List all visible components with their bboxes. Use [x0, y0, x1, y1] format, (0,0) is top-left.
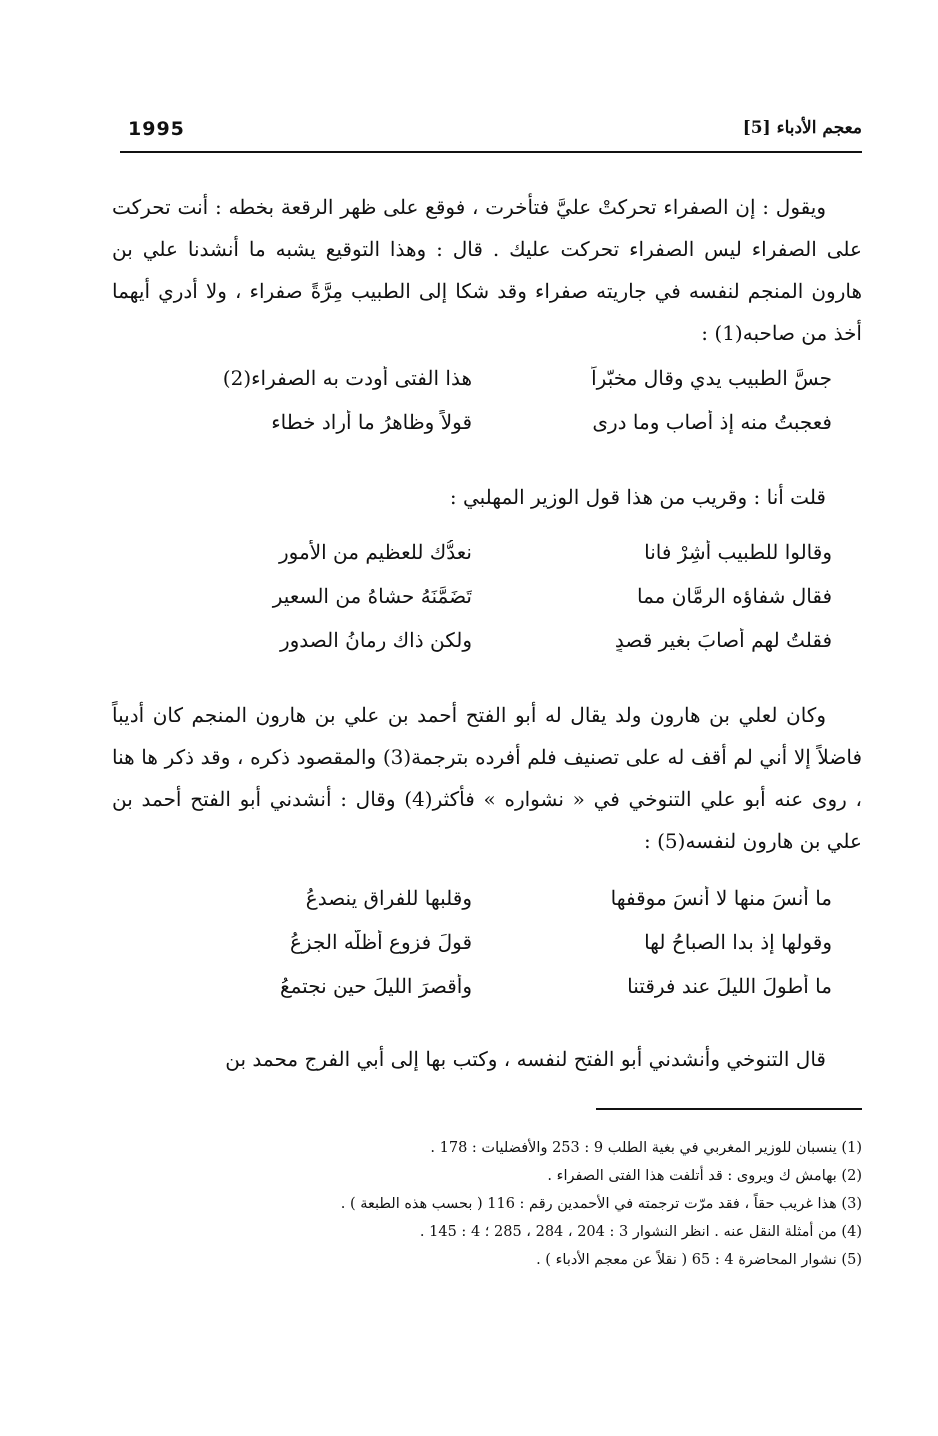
verse-line	[120, 930, 862, 974]
verse-second-hemistich: قولاً وظاهرُ ما أراد خطاء	[271, 410, 472, 434]
footnote-2: (2) بهامش ك ويروى : قد أتلفت هذا الفتى الصفراء .	[547, 1168, 862, 1184]
verse-first-hemistich: فقال شفاؤه الرمَّان مما	[636, 584, 832, 608]
verse-line	[120, 584, 862, 628]
verse-first-hemistich: فعجبتُ منه إذ أصاب وما درى	[592, 410, 832, 434]
verse-second-hemistich: تَضَمَّنَهُ حشاهُ من السعيرِ	[272, 584, 472, 608]
verse-first-hemistich: جسَّ الطبيب يدي وقال مخبّراً	[591, 366, 832, 390]
verse-second-hemistich: وقلبها للفراق ينصدعُ	[305, 886, 472, 910]
footnote-3: (3) هذا غريب حقاً ، فقد مرّت ترجمته في الأحمدين رقم : 116 ( بحسب هذه الطبعة ) .	[340, 1196, 862, 1212]
footnotes	[200, 1134, 862, 1274]
verse-line	[120, 540, 862, 584]
footnote-1: (1) ينسبان للوزير المغربي في بغية الطلب 9 : 253 والأفضليات : 178 .	[430, 1140, 862, 1156]
verse-first-hemistich: فقلتُ لهم أصابَ بغير قصدٍ	[614, 628, 832, 652]
page-number: 1995	[128, 118, 185, 140]
verse-second-hemistich: نعدُّك للعظيمِ من الأمورِ	[279, 540, 472, 564]
verse-second-hemistich: قولَ فزوعٍ أظلَّه الجزعُ	[289, 930, 472, 954]
verse-second-hemistich: ولكن ذاك رمانُ الصدورِ	[279, 628, 472, 652]
paragraph-2: قلت أنا : وقريب من هذا قول الوزير المهلبي :	[449, 485, 826, 509]
footnote-5: (5) نشوار المحاضرة 4 : 65 ( نقلاً عن معجم الأدباء ) .	[536, 1252, 862, 1268]
footnote-divider	[596, 1108, 862, 1110]
poem-2	[120, 540, 862, 672]
verse-first-hemistich: وقولها إذ بدا الصباحُ لها	[644, 930, 832, 954]
poem-3	[120, 886, 862, 1018]
verse-second-hemistich: هذا الفتى أودت به الصفراء(2)	[222, 366, 472, 390]
page-header	[120, 118, 862, 148]
verse-first-hemistich: ما أنسَ منها لا أنسَ موقفها	[610, 886, 832, 910]
verse-line	[120, 410, 862, 454]
running-title: معجم الأدباء [5]	[742, 118, 862, 138]
footnote-4: (4) من أمثلة النقل عنه . انظر النشوار 3 : 204 ، 284 ، 285 ؛ 4 : 145 .	[419, 1224, 862, 1240]
verse-line	[120, 366, 862, 410]
paragraph-3: وكان لعلي بن هارون ولد يقال له أبو الفتح أحمد بن علي بن هارون المنجم كان أديباً فاضلاً إلا أني لم أقف له على تصنيف فلم أفرده بترجمة(3) والمقصود ذكره ، وقد ذكر ها هنا ، روى عنه أبو علي التنوخي في « نشواره » فأكثر(4) وقال : أنشدني أبو الفتح أحمد بن علي بن هارون لنفسه(5) :	[112, 703, 862, 853]
verse-first-hemistich: ما أطولَ الليلَ عند فرقتنا	[627, 974, 832, 998]
verse-first-hemistich: وقالوا للطبيب أشِرْ فانا	[644, 540, 832, 564]
verse-line	[120, 886, 862, 930]
paragraph-1: ويقول : إن الصفراء تحركتْ عليَّ فتأخرت ، فوقع على ظهر الرقعة بخطه : أنت تحركت على الصفراء ليس الصفراء تحركت عليك . قال : وهذا التوقيع يشبه ما أنشدنا علي بن هارون المنجم لنفسه في جاريته صفراء وقد شكا إلى الطبيب مِرَّةً صفراء ، ولا أدري أيهما أخذ من صاحبه(1) :	[112, 195, 862, 345]
verse-line	[120, 628, 862, 672]
paragraph-4: قال التنوخي وأنشدني أبو الفتح لنفسه ، وكتب بها إلى أبي الفرج محمد بن	[225, 1047, 826, 1071]
verse-line	[120, 974, 862, 1018]
poem-1	[120, 366, 862, 454]
verse-second-hemistich: وأقصرَ الليلَ حين نجتمعُ	[279, 974, 472, 998]
header-divider	[120, 151, 862, 153]
